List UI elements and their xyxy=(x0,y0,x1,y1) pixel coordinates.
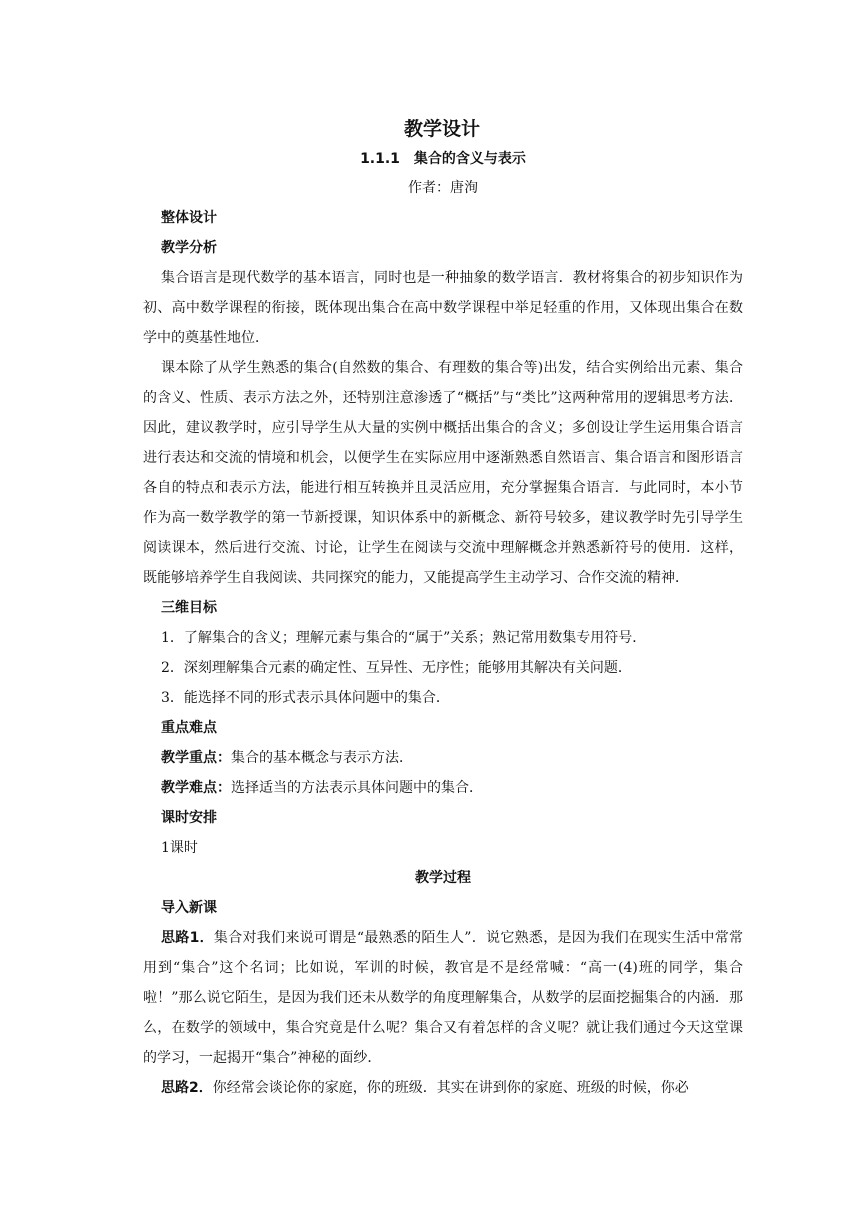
goal-item-2: 2．深刻理解集合元素的确定性、互异性、无序性；能够用其解决有关问题． xyxy=(161,660,632,676)
section-subtitle: 1.1.1 集合的含义与表示 xyxy=(360,151,526,167)
schedule-text: 1课时 xyxy=(161,840,198,856)
idea-2-label: 思路2． xyxy=(161,1080,213,1096)
idea-2-paragraph xyxy=(143,1073,743,1103)
difficult-point-label: 教学难点： xyxy=(161,780,231,796)
key-point-text: 集合的基本概念与表示方法． xyxy=(231,750,413,766)
idea-1-paragraph xyxy=(143,923,743,1073)
document-body xyxy=(143,116,743,1103)
heading-teaching-analysis: 教学分析 xyxy=(161,240,217,256)
key-point-line xyxy=(143,743,743,773)
idea-1-text: 集合对我们来说可谓是“最熟悉的陌生人”．说它熟悉，是因为我们在现实生活中常常用到“集合”这个名词；比如说，军训的时候，教官是不是经常喊：“高一(4)班的同学，集合啦！”那么说它陌生，是因为我们还未从数学的角度理解集合，从数学的层面挖掘集合的内涵．那么，在数学的领域中，集合究竟是什么呢？集合又有着怎样的含义呢？就让我们通过今天这堂课的学习，一起揭开“集合”神秘的面纱． xyxy=(143,930,743,1066)
difficult-point-line xyxy=(143,773,743,803)
analysis-paragraph-2: 课本除了从学生熟悉的集合(自然数的集合、有理数的集合等)出发，结合实例给出元素、集合的含义、性质、表示方法之外，还特别注意渗透了“概括”与“类比”这两种常用的逻辑思考方法．因此，建议教学时，应引导学生从大量的实例中概括出集合的含义；多创设让学生运用集合语言进行表达和交流的情境和机会，以便学生在实际应用中逐渐熟悉自然语言、集合语言和图形语言各自的特点和表示方法，能进行相互转换并且灵活应用，充分掌握集合语言．与此同时，本小节作为高一数学教学的第一节新授课，知识体系中的新概念、新符号较多，建议教学时先引导学生阅读课本，然后进行交流、讨论，让学生在阅读与交流中理解概念并熟悉新符号的使用．这样，既能够培养学生自我阅读、共同探究的能力，又能提高学生主动学习、合作交流的精神． xyxy=(143,360,743,586)
heading-intro: 导入新课 xyxy=(161,900,217,916)
author-line: 作者：唐洵 xyxy=(408,180,478,196)
analysis-paragraph-1: 集合语言是现代数学的基本语言，同时也是一种抽象的数学语言．教材将集合的初步知识作为初、高中数学课程的衔接，既体现出集合在高中数学课程中举足轻重的作用，又体现出集合在数学中的奠基性地位． xyxy=(143,270,743,346)
heading-schedule: 课时安排 xyxy=(161,810,217,826)
idea-2-text: 你经常会谈论你的家庭，你的班级．其实在讲到你的家庭、班级的时候，你必 xyxy=(212,1080,689,1096)
difficult-point-text: 选择适当的方法表示具体问题中的集合． xyxy=(231,780,483,796)
heading-three-goals: 三维目标 xyxy=(161,600,217,616)
key-point-label: 教学重点： xyxy=(161,750,231,766)
heading-key-difficulty: 重点难点 xyxy=(161,720,217,736)
idea-1-label: 思路1． xyxy=(161,930,214,946)
goal-item-1: 1．了解集合的含义；理解元素与集合的“属于”关系；熟记常用数集专用符号． xyxy=(161,630,647,646)
heading-overall-design: 整体设计 xyxy=(161,210,217,226)
heading-teaching-process: 教学过程 xyxy=(415,870,471,886)
goal-item-3: 3．能选择不同的形式表示具体问题中的集合． xyxy=(161,690,450,706)
document-title: 教学设计 xyxy=(403,118,480,140)
